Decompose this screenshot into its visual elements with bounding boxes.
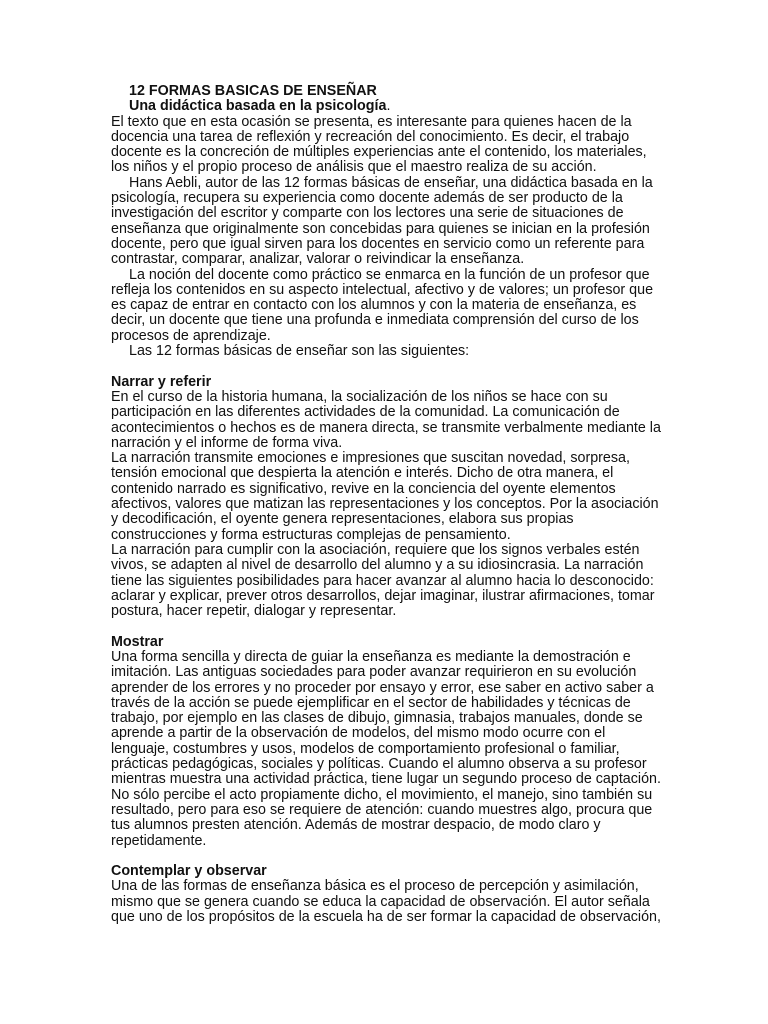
paragraph-line: La narración para cumplir con la asociación, requiere que los signos verbales estén — [111, 541, 640, 558]
paragraph-line: refleja los contenidos en su aspecto intelectual, afectivo y de valores; un profesor que — [111, 281, 654, 298]
subtitle-period: . — [386, 98, 391, 115]
paragraph-line: los niños y el propio proceso de análisis que el maestro realiza de su acción. — [111, 159, 597, 176]
paragraph-line: resultado, pero para eso se requiere de atención: cuando muestres algo, procura que — [111, 801, 653, 818]
paragraph-line: Una de las formas de enseñanza básica es el proceso de percepción y asimilación, — [111, 878, 639, 895]
paragraph-line: aclarar y explicar, prever otros desarrollos, dejar imaginar, ilustrar afirmaciones, tomar — [111, 587, 655, 604]
paragraph-gap — [111, 359, 671, 374]
paragraph-line: imitación. Las antiguas sociedades para poder avanzar requirieron en su evolución — [111, 664, 637, 681]
section-heading: Narrar y referir — [111, 373, 212, 390]
paragraph-line: narración y el informe de forma viva. — [111, 434, 343, 451]
paragraph-line: lenguaje, costumbres y usos, modelos de comportamiento profesional o familiar, — [111, 740, 620, 757]
paragraph-line: En el curso de la historia humana, la socialización de los niños se hace con su — [111, 388, 608, 405]
paragraph-line: trabajo, por ejemplo en las clases de dibujo, gimnasia, trabajos manuales, donde se — [111, 710, 643, 727]
paragraph-line: mientras muestra una actividad práctica, tiene lugar un segundo proceso de captación. — [111, 771, 661, 788]
paragraph-line: docente es la concreción de múltiples experiencias ante el contenido, los materiales, — [111, 144, 647, 161]
paragraph-line: procesos de aprendizaje. — [111, 327, 271, 344]
paragraph-line: que uno de los propósitos de la escuela ha de ser formar la capacidad de observación, — [111, 909, 661, 926]
paragraph-line: tus alumnos presten atención. Además de mostrar despacio, de modo claro y — [111, 817, 601, 834]
intro-paragraph-2 — [111, 176, 671, 268]
paragraph-line: La narración transmite emociones e impresiones que suscitan novedad, sorpresa, — [111, 450, 630, 467]
paragraph-gap — [111, 849, 671, 864]
paragraph-line: No sólo percibe el acto propiamente dicho, el movimiento, el manejo, sino también su — [111, 786, 653, 803]
paragraph-gap — [111, 619, 671, 634]
section-heading: Contemplar y observar — [111, 863, 267, 880]
intro-paragraph-3 — [111, 268, 671, 344]
paragraph-line: postura, hacer repetir, dialogar y representar. — [111, 603, 397, 620]
paragraph-line: contrastar, comparar, analizar, valorar o reivindicar la enseñanza. — [111, 251, 525, 268]
paragraph-line: Una forma sencilla y directa de guiar la enseñanza es mediante la demostración e — [111, 648, 631, 665]
paragraph-line: tensión emocional que despierta la atención e interés. Dicho de otra manera, el — [111, 465, 614, 482]
document-subtitle — [111, 99, 671, 114]
paragraph-line: prácticas pedagógicas, sociales y políticas. Cuando el alumno observa a su profesor — [111, 756, 647, 773]
paragraph-line: psicología, recupera su experiencia como docente además de ser producto de la — [111, 190, 623, 207]
subtitle-text: Una didáctica basada en la psicología — [129, 98, 387, 115]
paragraph-line: decir, un docente que tiene una profunda e inmediata comprensión del curso de los — [111, 312, 639, 329]
paragraph-line: y decodificación, el oyente genera representaciones, elabora sus propias — [111, 511, 574, 528]
paragraph-line: La noción del docente como práctico se enmarca en la función de un profesor que — [129, 266, 650, 283]
paragraph-line: aprende a partir de la observación de modelos, del mismo modo ocurre con el — [111, 725, 606, 742]
document-body — [111, 84, 671, 925]
section-heading: Mostrar — [111, 633, 164, 650]
paragraph-line: docente, pero que igual sirven para los docentes en servicio como un referente para — [111, 235, 645, 252]
paragraph-line: docencia una tarea de reflexión y recreación del conocimiento. Es decir, el trabajo — [111, 128, 630, 145]
paragraph-line: través de la acción se puede ejemplificar en el sector de habilidades y técnicas de — [111, 694, 631, 711]
paragraph-line: afectivos, valores que matizan las representaciones y los conceptos. Por la asociación — [111, 496, 659, 513]
intro-paragraph-4 — [111, 344, 671, 359]
paragraph-line: enseñanza que originalmente son concebidas para quienes se inician en la profesión — [111, 220, 650, 237]
paragraph-line: acontecimientos o hechos es de manera directa, se transmite verbalmente mediante la — [111, 419, 661, 436]
section-mostrar — [111, 635, 671, 849]
paragraph-line: vivos, se adapten al nivel de desarrollo del alumno y a su idiosincrasia. La narración — [111, 557, 644, 574]
paragraph-line: investigación del escritor y comparte con los lectores una serie de situaciones de — [111, 205, 624, 222]
intro-paragraph-1 — [111, 115, 671, 176]
document-title: 12 FORMAS BASICAS DE ENSEÑAR — [129, 83, 377, 99]
paragraph-line: El texto que en esta ocasión se presenta, es interesante para quienes hacen de la — [111, 113, 632, 130]
paragraph-line: es capaz de entrar en contacto con los alumnos y con la materia de enseñanza, es — [111, 297, 637, 314]
section-narrar — [111, 375, 671, 620]
paragraph-line: aprender de los errores y no proceder por ensayo y error, ese saber en activo saber a — [111, 679, 654, 696]
paragraph-line: Las 12 formas básicas de enseñar son las siguientes: — [129, 343, 470, 360]
paragraph-line: contenido narrado es significativo, revive en la conciencia del oyente elementos — [111, 480, 616, 497]
paragraph-line: participación en las diferentes actividades de la comunidad. La comunicación de — [111, 404, 620, 421]
paragraph-line: repetidamente. — [111, 832, 207, 849]
section-contemplar — [111, 864, 671, 925]
paragraph-line: construcciones y forma estructuras complejas de pensamiento. — [111, 526, 511, 543]
paragraph-line: Hans Aebli, autor de las 12 formas básicas de enseñar, una didáctica basada en la — [129, 174, 653, 191]
paragraph-line: mismo que se genera cuando se educa la capacidad de observación. El autor señala — [111, 893, 650, 910]
paragraph-line: tiene las siguientes posibilidades para hacer avanzar al alumno hacia lo desconocido: — [111, 572, 654, 589]
